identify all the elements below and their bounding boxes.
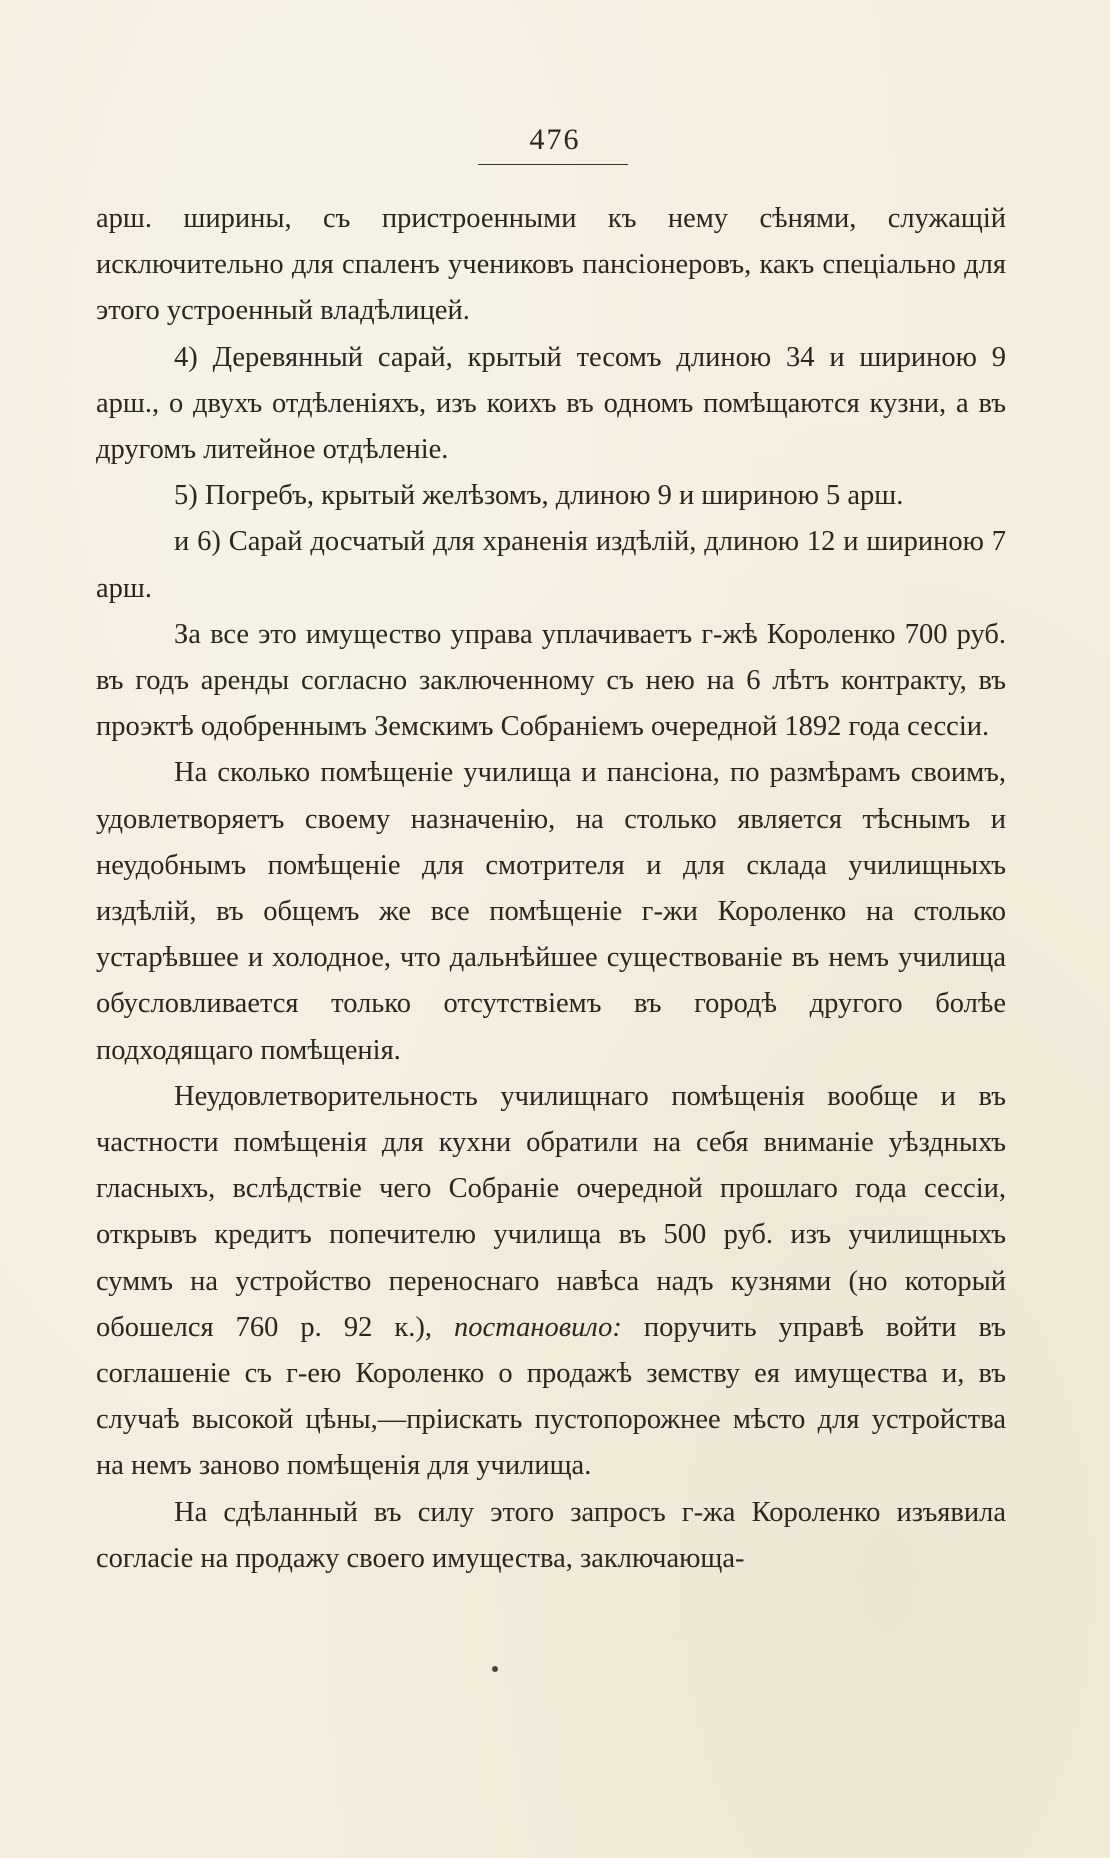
paragraph: На сдѣланный въ силу этого запросъ г-жа Короленко изъявила согласіе на продажу своего имущества, заключающа- xyxy=(96,1496,1006,1574)
page-header xyxy=(0,122,1110,158)
italic-text: постановило: xyxy=(454,1311,622,1343)
ink-speck xyxy=(492,1666,498,1672)
page-number: 476 xyxy=(529,123,581,156)
paragraph-text: Неудовлетворительность училищнаго помѣщенія вообще и въ частности помѣщенія для кухни обратили на себя вниманіе уѣздныхъ гласныхъ, вслѣдствіе чего Собраніе очередной прошлаго года сессіи, открывъ кредитъ попечителю училища въ 500 руб. изъ училищныхъ суммъ на устройство переноснаго навѣса надъ кузнями (но который обошелся 760 р. 92 к.), xyxy=(96,1080,1006,1343)
paragraph: 5) Погребъ, крытый желѣзомъ, длиною 9 и шириною 5 арш. xyxy=(174,480,904,512)
paragraph: 4) Деревянный сарай, крытый тесомъ длиною 34 и шириною 9 арш., о двухъ отдѣленіяхъ, изъ коихъ въ одномъ помѣщаются кузни, а въ другомъ литейное отдѣленіе. xyxy=(96,341,1006,466)
body-text xyxy=(96,196,1006,1582)
paragraph: На сколько помѣщеніе училища и пансіона, по размѣрамъ своимъ, удовлетворяетъ своему назначенію, на столько является тѣснымъ и неудобнымъ помѣщеніе для смотрителя и для склада училищныхъ издѣлій, въ общемъ же все помѣщеніе г-жи Короленко на столько устарѣвшее и холодное, что дальнѣйшее существованіе въ немъ училища обусловливается только отсутствіемъ въ городѣ другого болѣе подходящаго помѣщенія. xyxy=(96,757,1006,1066)
header-rule xyxy=(478,164,628,165)
paragraph: и 6) Сарай досчатый для храненія издѣлій, длиною 12 и шириною 7 арш. xyxy=(96,526,1006,604)
paragraph: арш. ширины, съ пристроенными къ нему сѣнями, служащій исключительно для спаленъ учениковъ пансіонеровъ, какъ спеціально для этого устроенный владѣлицей. xyxy=(96,203,1006,327)
paragraph xyxy=(96,1074,1006,1490)
paragraph: За все это имущество управа уплачиваетъ г-жѣ Короленко 700 руб. въ годъ аренды согласно заключенному съ нею на 6 лѣтъ контракту, въ проэктѣ одобреннымъ Земскимъ Собраніемъ очередной 1892 года сессіи. xyxy=(96,618,1006,743)
paragraph-text: поручить управѣ войти въ соглашеніе съ г-ею Короленко о продажѣ земству ея имущества и, въ случаѣ высокой цѣны,—пріискать пустопорожнее мѣсто для устройства на немъ заново помѣщенія для училища. xyxy=(96,1311,1007,1482)
